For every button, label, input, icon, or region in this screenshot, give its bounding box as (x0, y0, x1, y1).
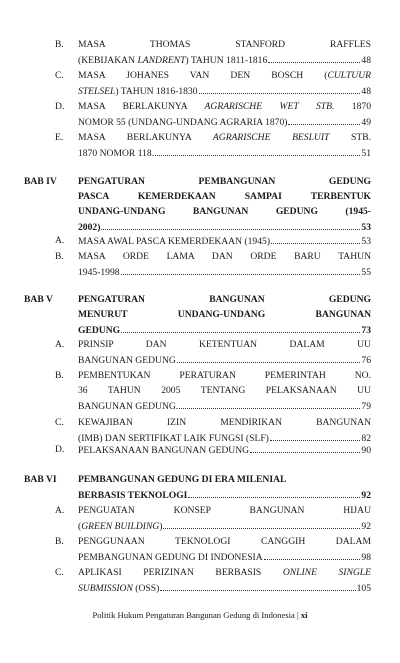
chapter-line: PENGATURAN PEMBANGUNAN GEDUNG (78, 176, 371, 187)
entry-line: MASA BERLAKUNYA AGRARISCHE WET STB. 1870 (78, 101, 371, 112)
entry-line: APLIKASI PERIZINAN BERBASIS ONLINE SINGLE (78, 567, 371, 578)
leader-dots (179, 398, 360, 409)
leader-dots (155, 145, 360, 156)
chapter-last-line: GEDUNG (78, 325, 121, 336)
entry-label: E. (55, 132, 64, 143)
entry-last-line: BANGUNAN GEDUNG. (78, 401, 179, 412)
entry-line: PENGUATAN KONSEP BANGUNAN HIJAU (78, 505, 371, 516)
entry-page: 76 (361, 355, 371, 366)
toc-entry-v-d[interactable] (55, 442, 371, 458)
entry-page: 48 (361, 86, 371, 97)
toc-entry-d[interactable] (55, 99, 371, 130)
entry-last-line: STELSEL) TAHUN 1816-1830 (78, 86, 198, 97)
toc-entry-vi-c[interactable] (55, 565, 371, 596)
entry-line: MASA THOMAS STANFORD RAFFLES (78, 39, 371, 50)
leader-dots (177, 352, 361, 363)
entry-label: C. (55, 567, 64, 578)
entry-page: 92 (361, 521, 371, 532)
entry-label: B. (55, 536, 64, 547)
entry-label: C. (55, 70, 64, 81)
entry-page: 55 (361, 267, 371, 278)
entry-label: D. (55, 101, 65, 112)
entry-last-line: MASA AWAL PASCA KEMERDEKAAN (1945) (78, 236, 271, 247)
chapter-page: 53 (361, 222, 371, 233)
entry-line: PEMBENTUKAN PERATURAN PEMERINTAH NO. (78, 370, 371, 381)
entry-label: B. (55, 251, 64, 262)
toc-entry-v-b[interactable] (55, 368, 371, 414)
leader-dots (268, 52, 360, 63)
toc-entry-e[interactable] (55, 130, 371, 161)
chapter-label: BAB V (24, 294, 53, 305)
leader-dots (121, 264, 361, 275)
entry-label: A. (55, 505, 65, 516)
leader-dots (101, 219, 360, 230)
toc-entry-iv-a[interactable] (55, 233, 371, 249)
leader-dots (188, 487, 360, 498)
toc-entry-vi-b[interactable] (55, 534, 371, 565)
entry-line: MASA BERLAKUNYA AGRARISCHE BESLUIT STB. (78, 132, 371, 143)
leader-dots (121, 322, 360, 333)
entry-page: 82 (361, 433, 371, 444)
entry-page: 79 (361, 401, 371, 412)
entry-page: 90 (361, 445, 371, 456)
entry-page: 49 (361, 117, 371, 128)
leader-dots (163, 518, 360, 529)
footer-text: Politik Hukum Pengaturan Bangunan Gedung di Indonesia | (92, 610, 299, 620)
entry-last-line: SUBMISSION (OSS) (78, 583, 160, 594)
chapter-label: BAB VI (24, 474, 57, 485)
page-footer (0, 610, 400, 620)
toc-chapter-vi[interactable] (24, 472, 371, 503)
entry-page: 51 (361, 148, 371, 159)
entry-page: 98 (361, 552, 371, 563)
toc-entry-v-a[interactable] (55, 337, 371, 368)
entry-page: 105 (356, 583, 371, 594)
leader-dots (199, 83, 361, 94)
entry-last-line: (KEBIJAKAN LANDRENT) TAHUN 1811-1816 (78, 55, 268, 66)
entry-label: D. (55, 444, 65, 455)
entry-last-line: BANGUNAN GEDUNG (78, 355, 176, 366)
chapter-label: BAB IV (24, 176, 57, 187)
leader-dots (250, 442, 360, 453)
leader-dots (288, 114, 360, 125)
entry-line: MASA ORDE LAMA DAN ORDE BARU TAHUN (78, 251, 371, 262)
entry-line: PENGGUNAAN TEKNOLOGI CANGGIH DALAM (78, 536, 371, 547)
leader-dots (270, 430, 361, 441)
entry-last-line: (IMB) DAN SERTIFIKAT LAIK FUNGSI (SLF) (78, 433, 269, 444)
entry-line: 36 TAHUN 2005 TENTANG PELAKSANAAN UU (78, 385, 371, 396)
entry-last-line: (GREEN BUILDING) (78, 521, 163, 532)
chapter-page: 73 (361, 325, 371, 336)
toc-entry-b[interactable] (55, 37, 371, 68)
entry-line: MASA JOHANES VAN DEN BOSCH (CULTUUR (78, 70, 371, 81)
entry-label: A. (55, 235, 65, 246)
entry-label: C. (55, 417, 64, 428)
toc-entry-vi-a[interactable] (55, 503, 371, 534)
chapter-line: MENURUT UNDANG-UNDANG BANGUNAN (78, 309, 371, 320)
leader-dots (264, 549, 361, 560)
entry-label: B. (55, 39, 64, 50)
toc-chapter-iv[interactable] (24, 174, 371, 235)
chapter-line: PEMBANGUNAN GEDUNG DI ERA MILENIAL (78, 474, 287, 485)
entry-last-line: 1870 NOMOR 118. (78, 148, 155, 159)
leader-dots (160, 580, 355, 591)
chapter-page: 92 (361, 490, 371, 501)
entry-last-line: 1945-1998 (78, 267, 120, 278)
toc-entry-iv-b[interactable] (55, 249, 371, 280)
entry-line: PRINSIP DAN KETENTUAN DALAM UU (78, 339, 371, 350)
chapter-line: PASCA KEMERDEKAAN SAMPAI TERBENTUK (78, 191, 371, 202)
entry-last-line: PELAKSANAAN BANGUNAN GEDUNG (78, 445, 250, 456)
entry-page: 53 (361, 236, 371, 247)
entry-last-line: NOMOR 55 (UNDANG-UNDANG AGRARIA 1870) (78, 117, 288, 128)
footer-page-number: xi (300, 610, 308, 620)
entry-label: B. (55, 370, 64, 381)
toc-entry-c[interactable] (55, 68, 371, 99)
entry-line: KEWAJIBAN IZIN MENDIRIKAN BANGUNAN (78, 417, 371, 428)
toc-chapter-v[interactable] (24, 292, 371, 338)
chapter-last-line: BERBASIS TEKNOLOGI (78, 490, 188, 501)
leader-dots (271, 233, 360, 244)
entry-last-line: PEMBANGUNAN GEDUNG DI INDONESIA (78, 552, 263, 563)
chapter-last-line: 2002) (78, 222, 101, 233)
chapter-line: UNDANG-UNDANG BANGUNAN GEDUNG (1945- (78, 206, 371, 217)
entry-page: 48 (361, 55, 371, 66)
chapter-line: PENGATURAN BANGUNAN GEDUNG (78, 294, 371, 305)
entry-label: A. (55, 339, 65, 350)
